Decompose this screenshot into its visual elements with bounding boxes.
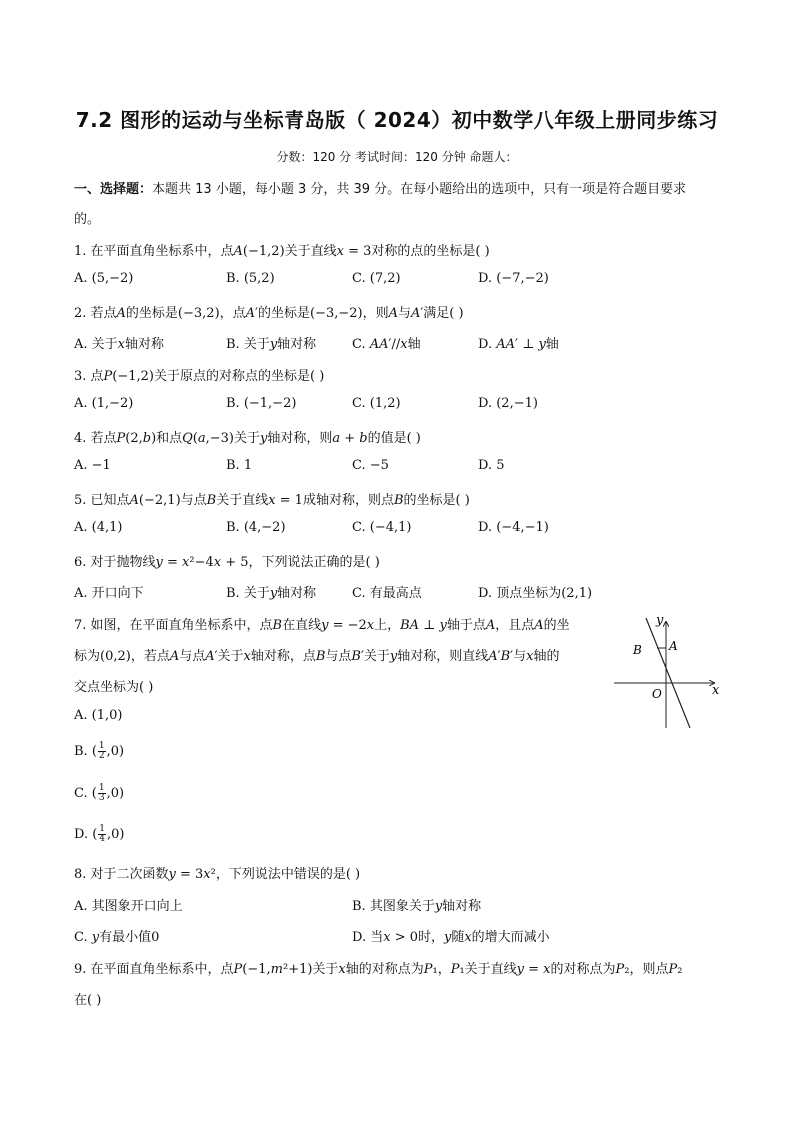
exam-meta: 分数：120 分 考试时间：120 分钟 命题人： bbox=[276, 150, 518, 164]
q3-option-d[interactable]: D. (2,−1) bbox=[478, 396, 538, 411]
question-2-stem: 2. 若点𝐴的坐标是(−3,2)，点𝐴′的坐标是(−3,−2)，则𝐴与𝐴′满足( ) bbox=[74, 306, 464, 321]
q7-option-b[interactable]: B. ( $\frac{1}{2}$ ,0) bbox=[74, 741, 125, 761]
q1-option-a[interactable]: A. (5,−2) bbox=[74, 271, 134, 286]
question-9-stem-line-1: 9. 在平面直角坐标系中，点𝑃(−1,𝑚²+1)关于𝑥轴的对称点为𝑃₁，𝑃₁关于直线𝑦 = 𝑥的对称点为𝑃₂，则点𝑃₂ bbox=[74, 962, 683, 977]
label-x: x bbox=[712, 683, 720, 698]
q6-option-d[interactable]: D. 顶点坐标为(2,1) bbox=[478, 586, 593, 601]
question-5-stem: 5. 已知点𝐴(−2,1)与点𝐵关于直线𝑥 = 1成轴对称，则点𝐵的坐标是( ) bbox=[74, 493, 470, 508]
q7-option-c[interactable]: C. ( $\frac{1}{3}$ ,0) bbox=[74, 783, 125, 803]
question-7-stem-line-3: 交点坐标为( ) bbox=[74, 680, 154, 695]
q2-option-a[interactable]: A. 关于𝑥轴对称 bbox=[74, 337, 164, 352]
fraction: $\frac{1}{3}$ bbox=[98, 783, 105, 803]
q2-option-d[interactable]: D. 𝐴𝐴′ ⊥ 𝑦轴 bbox=[478, 337, 559, 352]
line-y-neg2x bbox=[646, 618, 690, 728]
section-heading: 一、选择题： bbox=[74, 182, 153, 197]
section-description-cont: 的。 bbox=[74, 212, 101, 227]
q6-option-c[interactable]: C. 有最高点 bbox=[352, 586, 422, 601]
q6-option-a[interactable]: A. 开口向下 bbox=[74, 586, 144, 601]
q1-option-d[interactable]: D. (−7,−2) bbox=[478, 271, 549, 286]
q7-option-a[interactable]: A. (1,0) bbox=[74, 708, 123, 723]
q1-option-b[interactable]: B. (5,2) bbox=[226, 271, 275, 286]
q4-option-b[interactable]: B. 1 bbox=[226, 458, 253, 473]
q4-option-a[interactable]: A. −1 bbox=[74, 458, 111, 473]
q5-option-c[interactable]: C. (−4,1) bbox=[352, 520, 412, 535]
question-7-stem-line-1: 7. 如图，在平面直角坐标系中，点𝐵在直线𝑦 = −2𝑥上，𝐵𝐴 ⊥ 𝑦轴于点𝐴，且点𝐴的坐 bbox=[74, 618, 570, 633]
q7-option-d-prefix: D. ( bbox=[74, 827, 98, 842]
q5-option-d[interactable]: D. (−4,−1) bbox=[478, 520, 549, 535]
question-9-stem-line-2: 在( ) bbox=[74, 993, 102, 1008]
fraction: $\frac{1}{2}$ bbox=[98, 741, 105, 761]
q8-option-a[interactable]: A. 其图象开口向上 bbox=[74, 899, 183, 914]
q7-option-d[interactable]: D. ( $\frac{1}{4}$ ,0) bbox=[74, 824, 125, 844]
q7-option-b-prefix: B. ( bbox=[74, 744, 97, 759]
q7-option-c-prefix: C. ( bbox=[74, 786, 97, 801]
label-a: A bbox=[669, 639, 678, 653]
q4-option-d[interactable]: D. 5 bbox=[478, 458, 505, 473]
q3-option-b[interactable]: B. (−1,−2) bbox=[226, 396, 297, 411]
q1-option-c[interactable]: C. (7,2) bbox=[352, 271, 401, 286]
q2-option-b[interactable]: B. 关于𝑦轴对称 bbox=[226, 337, 317, 352]
question-3-stem: 3. 点𝑃(−1,2)关于原点的对称点的坐标是( ) bbox=[74, 369, 325, 384]
label-b: B bbox=[633, 643, 642, 657]
q3-option-a[interactable]: A. (1,−2) bbox=[74, 396, 134, 411]
fraction: $\frac{1}{4}$ bbox=[99, 824, 106, 844]
question-7-stem-line-2: 标为(0,2)，若点𝐴与点𝐴′关于𝑥轴对称，点𝐵与点𝐵′关于𝑦轴对称，则直线𝐴′𝐵′与𝑥轴的 bbox=[74, 649, 560, 664]
label-o: O bbox=[652, 687, 662, 701]
question-6-stem: 6. 对于抛物线𝑦 = 𝑥²−4𝑥 + 5，下列说法正确的是( ) bbox=[74, 555, 380, 570]
question-8-stem: 8. 对于二次函数𝑦 = 3𝑥²，下列说法中错误的是( ) bbox=[74, 867, 361, 882]
q8-option-d[interactable]: D. 当𝑥 > 0时，𝑦随𝑥的增大而减小 bbox=[352, 930, 550, 945]
q6-option-b[interactable]: B. 关于𝑦轴对称 bbox=[226, 586, 317, 601]
q4-option-c[interactable]: C. −5 bbox=[352, 458, 389, 473]
q8-option-c[interactable]: C. 𝑦有最小值0 bbox=[74, 930, 160, 945]
q3-option-c[interactable]: C. (1,2) bbox=[352, 396, 401, 411]
section-heading-line bbox=[74, 178, 686, 197]
page-title: 7.2 图形的运动与坐标青岛版（ 2024）初中数学八年级上册同步练习 bbox=[75, 108, 719, 132]
section-description: 本题共 13 小题，每小题 3 分，共 39 分。在每小题给出的选项中，只有一项是符合题目要求 bbox=[152, 182, 687, 197]
q7-figure bbox=[610, 610, 730, 735]
q5-option-a[interactable]: A. (4,1) bbox=[74, 520, 123, 535]
q8-option-b[interactable]: B. 其图象关于𝑦轴对称 bbox=[352, 899, 482, 914]
label-y: y bbox=[656, 613, 664, 628]
q5-option-b[interactable]: B. (4,−2) bbox=[226, 520, 286, 535]
q2-option-c[interactable]: C. 𝐴𝐴′//𝑥轴 bbox=[352, 337, 421, 352]
question-4-stem: 4. 若点𝑃(2,𝑏)和点𝑄(𝑎,−3)关于𝑦轴对称，则𝑎 + 𝑏的值是( ) bbox=[74, 431, 421, 446]
question-1-stem: 1. 在平面直角坐标系中，点𝐴(−1,2)关于直线𝑥 = 3对称的点的坐标是( ) bbox=[74, 244, 490, 259]
